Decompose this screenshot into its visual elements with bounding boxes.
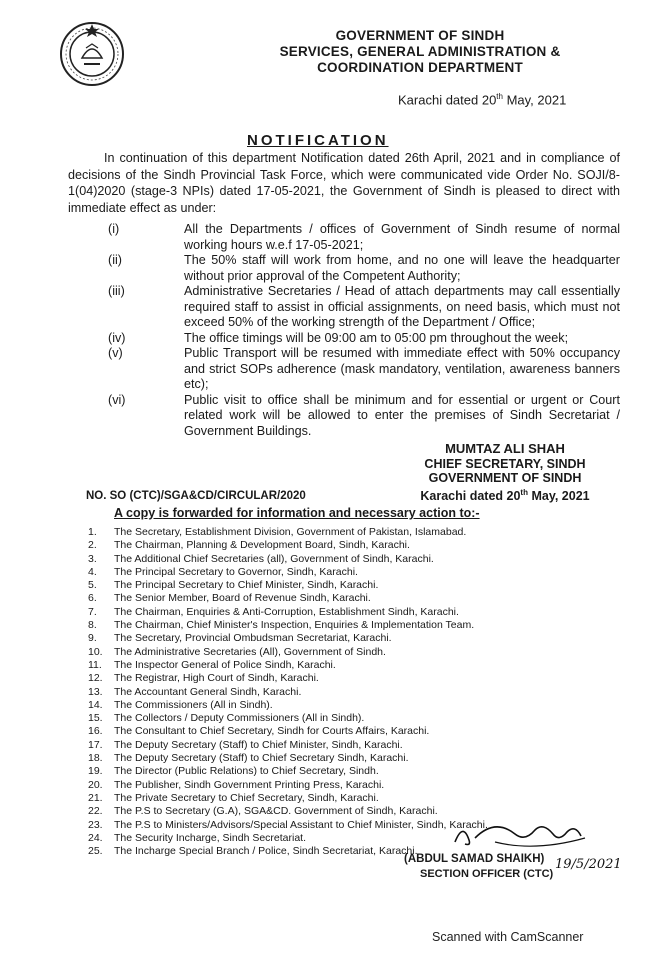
notification-title: NOTIFICATION	[247, 132, 389, 149]
distribution-item: 20. The Publisher, Sindh Government Printing Press, Karachi.	[88, 778, 385, 791]
distribution-text: The Secretary, Establishment Division, Government of Pakistan, Islamabad.	[114, 526, 467, 538]
distribution-item: 12. The Registrar, High Court of Sindh, Karachi.	[88, 672, 319, 685]
distribution-item: 10. The Administrative Secretaries (All), Government of Sindh.	[88, 645, 386, 658]
distribution-text: The Deputy Secretary (Staff) to Chief Minister, Sindh, Karachi.	[114, 738, 403, 751]
reference-number: NO. SO (CTC)/SGA&CD/CIRCULAR/2020	[86, 490, 306, 502]
distribution-item: 4. The Principal Secretary to Governor, Sindh, Karachi.	[88, 565, 358, 578]
distribution-text: The Senior Member, Board of Revenue Sindh, Karachi.	[114, 592, 371, 605]
distribution-item: 2. The Chairman, Planning & Development Board, Sindh, Karachi.	[88, 539, 410, 552]
distribution-item: 22. The P.S to Secretary (G.A), SGA&CD. Government of Sindh, Karachi.	[88, 805, 438, 818]
distribution-item: 18. The Deputy Secretary (Staff) to Chief Secretary Sindh, Karachi.	[88, 752, 409, 765]
distribution-text: The Deputy Secretary (Staff) to Chief Secretary Sindh, Karachi.	[114, 752, 409, 765]
distribution-text: The Secretary, Provincial Ombudsman Secretariat, Karachi.	[114, 632, 392, 645]
header-date: Karachi dated 20th May, 2021	[398, 92, 567, 108]
distribution-item: 25. The Incharge Special Branch / Police, Sindh Secretariat, Karachi.	[88, 845, 418, 858]
header-department-2: COORDINATION DEPARTMENT	[317, 60, 523, 75]
directive-number: (vi)	[108, 392, 126, 407]
distribution-text: The Principal Secretary to Governor, Sindh, Karachi.	[114, 565, 358, 578]
directive-text: Public visit to office shall be minimum and for essential or urgent or Court related work will be allowed to enter the premises of Sindh Secretariat / Government Buildings.	[184, 392, 620, 438]
directive-item	[68, 393, 620, 440]
directive-text: All the Departments / offices of Government of Sindh resume of normal working hours w.e.f 17-05-2021;	[184, 222, 620, 252]
distribution-text: The P.S to Ministers/Advisors/Special Assistant to Chief Minister, Sindh, Karachi.	[114, 818, 488, 831]
directive-number: (iii)	[108, 284, 125, 298]
distribution-text: The Chairman, Planning & Development Board, Sindh, Karachi.	[114, 539, 410, 552]
distribution-text: The Incharge Special Branch / Police, Sindh Secretariat, Karachi.	[114, 845, 418, 858]
directive-number: (v)	[108, 346, 123, 360]
distribution-text: The Inspector General of Police Sindh, Karachi.	[114, 658, 336, 671]
distribution-item: 9. The Secretary, Provincial Ombudsman Secretariat, Karachi.	[88, 632, 392, 645]
section-officer-name: (ABDUL SAMAD SHAIKH)	[404, 853, 545, 865]
directive-item	[68, 346, 620, 393]
distribution-text: The Consultant to Chief Secretary, Sindh for Courts Affairs, Karachi.	[114, 725, 430, 738]
distribution-text: The Registrar, High Court of Sindh, Karachi.	[114, 672, 319, 685]
directive-text: Public Transport will be resumed with immediate effect with 50% occupancy and strict SOPs adherence (mask mandatory, ventilation, awareness banners etc);	[184, 346, 620, 391]
distribution-item: 24. The Security Incharge, Sindh Secretariat.	[88, 831, 307, 844]
svg-text:19/5/2021: 19/5/2021	[555, 857, 622, 872]
distribution-text: The P.S to Secretary (G.A), SGA&CD. Government of Sindh, Karachi.	[114, 805, 438, 818]
distribution-item: 7. The Chairman, Enquiries & Anti-Corruption, Establishment Sindh, Karachi.	[88, 605, 459, 618]
distribution-item: 1. The Secretary, Establishment Division, Government of Pakistan, Islamabad.	[88, 526, 467, 538]
distribution-text: The Director (Public Relations) to Chief Secretary, Sindh.	[114, 765, 379, 778]
signatory-designation: CHIEF SECRETARY, SINDH	[424, 456, 586, 471]
distribution-item: 17. The Deputy Secretary (Staff) to Chief Minister, Sindh, Karachi.	[88, 738, 403, 751]
directive-number: (i)	[108, 222, 120, 236]
distribution-text: The Chairman, Chief Minister's Inspection, Enquiries & Implementation Team.	[114, 619, 475, 632]
distribution-item: 15. The Collectors / Deputy Commissioners (All in Sindh).	[88, 712, 365, 725]
directive-item	[68, 284, 620, 331]
distribution-item: 8. The Chairman, Chief Minister's Inspection, Enquiries & Implementation Team.	[88, 619, 475, 632]
distribution-item: 6. The Senior Member, Board of Revenue Sindh, Karachi.	[88, 592, 371, 605]
distribution-item: 19. The Director (Public Relations) to Chief Secretary, Sindh.	[88, 765, 379, 778]
signatory-block-chief-secretary	[400, 442, 610, 503]
section-officer-designation: SECTION OFFICER (CTC)	[420, 868, 554, 880]
directive-text: Administrative Secretaries / Head of attach departments may call essentially required staff to assist in official assignments, on need basis, which must not exceed 50% of the working strength of the Department / Office;	[184, 284, 620, 329]
distribution-text: The Principal Secretary to Chief Minister, Sindh, Karachi.	[114, 579, 379, 592]
directive-number: (ii)	[108, 253, 122, 267]
distribution-item: 23. The P.S to Ministers/Advisors/Special Assistant to Chief Minister, Sindh, Karachi.	[88, 818, 488, 831]
forward-heading: A copy is forwarded for information and necessary action to:-	[114, 506, 480, 520]
header-department: SERVICES, GENERAL ADMINISTRATION &	[279, 44, 561, 59]
distribution-item: 5. The Principal Secretary to Chief Minister, Sindh, Karachi.	[88, 579, 379, 592]
intro-paragraph: In continuation of this department Notification dated 26th April, 2021 and in compliance of decisions of the Sindh Provincial Task Force, which were communicated vide Order No. SOJI/8-1(04)2020 (stage-3 NPIs) dated 17-05-2021, the Government of Sindh is pleased to direct with immediate effect as under:	[68, 151, 620, 215]
government-seal-icon	[58, 20, 126, 88]
signatory-block-section-officer	[404, 852, 553, 882]
distribution-text: The Collectors / Deputy Commissioners (All in Sindh).	[114, 712, 365, 725]
distribution-item: 3. The Additional Chief Secretaries (all), Government of Sindh, Karachi.	[88, 552, 434, 565]
distribution-text: The Commissioners (All in Sindh).	[114, 698, 273, 711]
distribution-text: The Additional Chief Secretaries (all), Government of Sindh, Karachi.	[114, 552, 434, 565]
directive-item	[68, 253, 620, 284]
distribution-item: 14. The Commissioners (All in Sindh).	[88, 698, 273, 711]
header-government: GOVERNMENT OF SINDH	[335, 28, 505, 43]
distribution-text: The Administrative Secretaries (All), Government of Sindh.	[114, 645, 386, 658]
distribution-text: The Private Secretary to Chief Secretary, Sindh, Karachi.	[114, 791, 379, 804]
distribution-item: 16. The Consultant to Chief Secretary, Sindh for Courts Affairs, Karachi.	[88, 725, 430, 738]
distribution-text: The Publisher, Sindh Government Printing Press, Karachi.	[114, 778, 385, 791]
directive-list	[68, 222, 620, 439]
distribution-text: The Accountant General Sindh, Karachi.	[114, 685, 302, 698]
distribution-item: 11. The Inspector General of Police Sindh, Karachi.	[88, 658, 336, 671]
directive-item	[68, 222, 620, 253]
directive-text: The office timings will be 09:00 am to 05:00 pm throughout the week;	[184, 330, 569, 345]
signatory-org: GOVERNMENT OF SINDH	[428, 471, 582, 485]
distribution-item: 21. The Private Secretary to Chief Secretary, Sindh, Karachi.	[88, 791, 379, 804]
distribution-text: The Security Incharge, Sindh Secretariat.	[114, 831, 307, 844]
directive-text: The 50% staff will work from home, and no one will leave the headquarter without prior approval of the Competent Authority;	[184, 253, 620, 283]
signatory-name: MUMTAZ ALI SHAH	[445, 441, 565, 456]
signatory-date: Karachi dated 20th May, 2021	[420, 487, 590, 503]
directive-item	[68, 331, 620, 347]
distribution-list	[88, 526, 558, 858]
scanner-watermark: Scanned with CamScanner	[432, 930, 584, 944]
distribution-item: 13. The Accountant General Sindh, Karachi.	[88, 685, 302, 698]
distribution-text: The Chairman, Enquiries & Anti-Corruption, Establishment Sindh, Karachi.	[114, 605, 459, 618]
directive-number: (iv)	[108, 330, 126, 345]
